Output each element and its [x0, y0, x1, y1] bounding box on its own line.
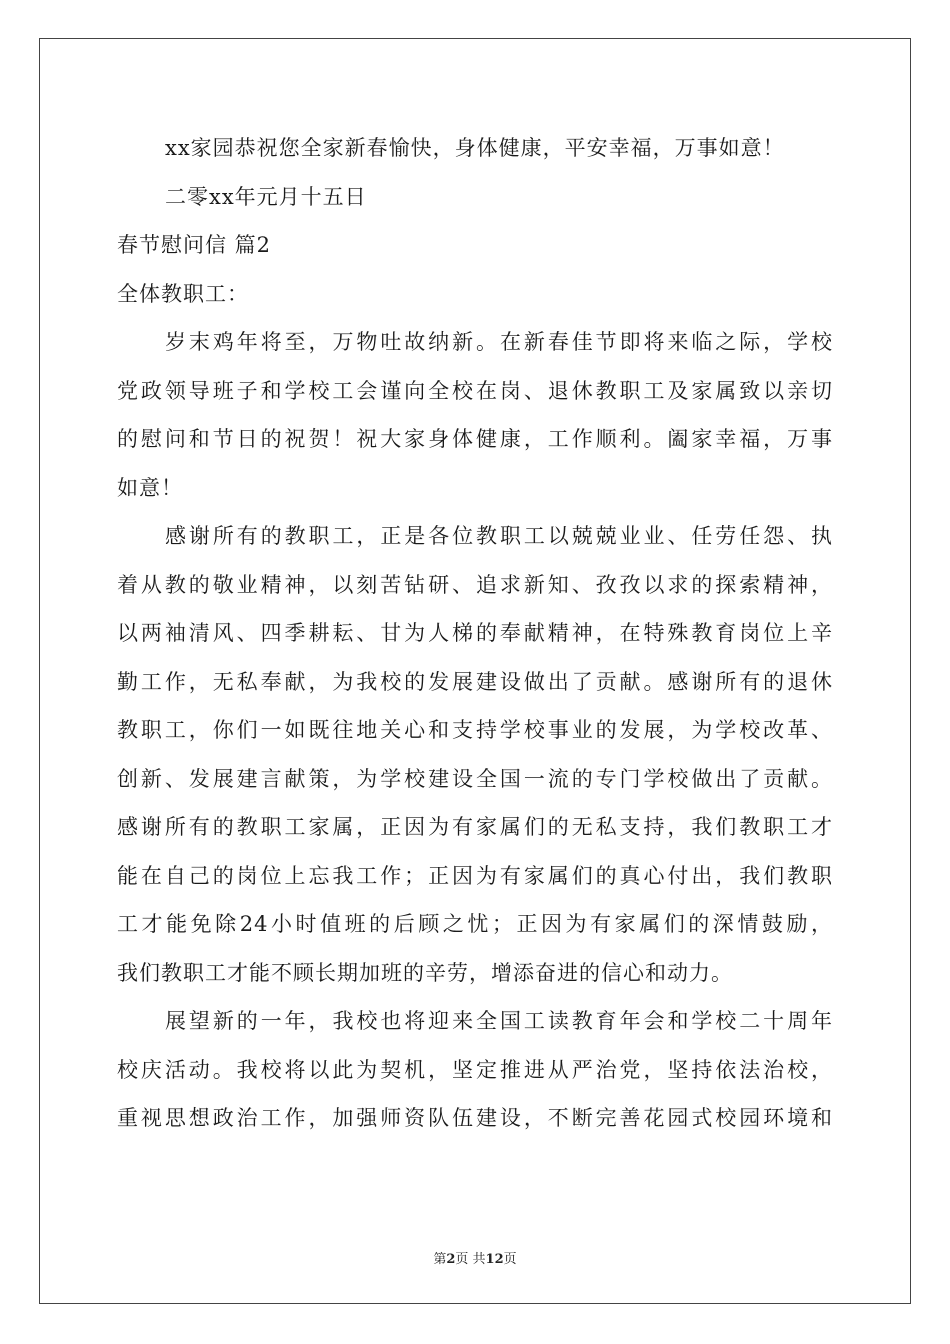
- text-line: 重视思想政治工作，加强师资队伍建设，不断完善花园式校园环境和: [117, 1106, 833, 1130]
- text-line: 以两袖清风、四季耕耘、甘为人梯的奉献精神，在特殊教育岗位上辛: [117, 621, 833, 645]
- text-line: 二零xx年元月十五日: [165, 184, 367, 209]
- text-line: 创新、发展建言献策，为学校建设全国一流的专门学校做出了贡献。: [117, 766, 833, 791]
- text-line: 着从教的敬业精神，以刻苦钻研、追求新知、孜孜以求的探索精神，: [117, 572, 833, 597]
- document-body: [117, 124, 833, 1143]
- text-line: 的慰问和节日的祝贺！祝大家身体健康，工作顺利。阖家幸福，万事: [117, 427, 833, 451]
- page-footer: [0, 1248, 950, 1267]
- text-line: 教职工，你们一如既往地关心和支持学校事业的发展，为学校改革、: [117, 718, 833, 742]
- text-line: xx家园恭祝您全家新春愉快，身体健康，平安幸福，万事如意！: [165, 136, 785, 160]
- text-line: 春节慰问信 篇2: [117, 233, 272, 257]
- total-page-number: 12: [485, 1252, 504, 1267]
- text-line: 能在自己的岗位上忘我工作；正因为有家属们的真心付出，我们教职: [117, 863, 833, 888]
- text-line: 如意！: [117, 475, 183, 500]
- text-line: 感谢所有的教职工，正是各位教职工以兢兢业业、任劳任怨、执: [165, 524, 833, 548]
- text-line: 勤工作，无私奉献，为我校的发展建设做出了贡献。感谢所有的退休: [117, 669, 833, 694]
- text-line: 我们教职工才能不顾长期加班的辛劳，增添奋进的信心和动力。: [117, 960, 733, 985]
- text-line: 全体教职工：: [117, 281, 249, 306]
- current-page-number: 2: [446, 1252, 456, 1267]
- page-suffix: 页: [503, 1252, 517, 1267]
- text-line: 展望新的一年，我校也将迎来全国工读教育年会和学校二十周年: [165, 1009, 833, 1033]
- text-line: 岁末鸡年将至，万物吐故纳新。在新春佳节即将来临之际，学校: [165, 330, 833, 354]
- text-line: 工才能免除24小时值班的后顾之忧；正因为有家属们的深情鼓励，: [117, 912, 833, 936]
- text-line: 党政领导班子和学校工会谨向全校在岗、退休教职工及家属致以亲切: [117, 378, 833, 403]
- page-prefix: 第: [433, 1252, 447, 1267]
- text-line: 感谢所有的教职工家属，正因为有家属们的无私支持，我们教职工才: [117, 815, 833, 839]
- page-mid: 页 共: [455, 1252, 486, 1267]
- text-line: 校庆活动。我校将以此为契机，坚定推进从严治党，坚持依法治校，: [117, 1057, 833, 1082]
